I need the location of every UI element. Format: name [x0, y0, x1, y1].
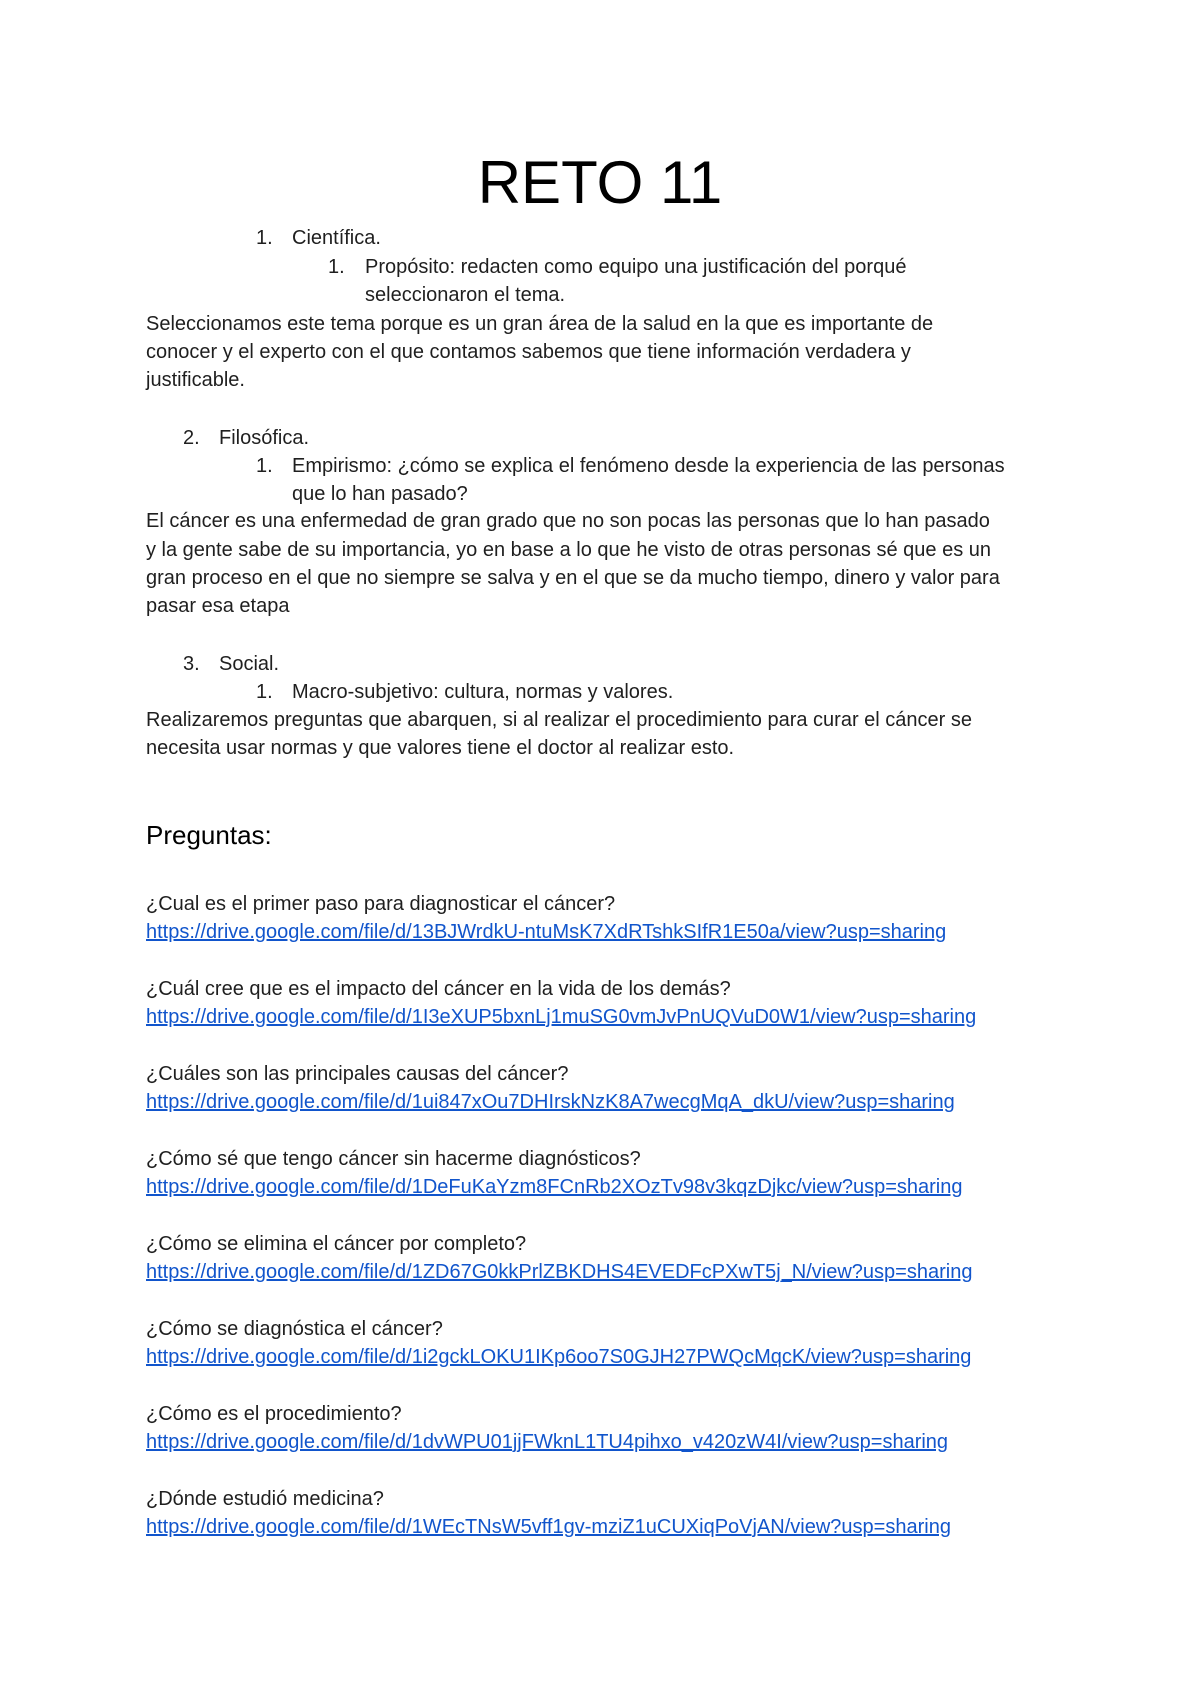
body-paragraph-line: y la gente sabe de su importancia, yo en base a lo que he visto de otras personas sé que es un	[146, 539, 991, 561]
body-paragraph-line: Seleccionamos este tema porque es un gran área de la salud en la que es importante de	[146, 313, 934, 335]
subsection-number: 1.	[256, 681, 273, 703]
question-text: ¿Cómo es el procedimiento?	[146, 1403, 402, 1425]
question-link[interactable]: https://drive.google.com/file/d/1i2gckLOKU1IKp6oo7S0GJH27PWQcMqcK/view?usp=sharing	[146, 1346, 972, 1368]
question-text: ¿Cuáles son las principales causas del cáncer?	[146, 1063, 569, 1085]
page-title: RETO 11	[477, 149, 723, 216]
body-paragraph-line: Realizaremos preguntas que abarquen, si al realizar el procedimiento para curar el cáncer se	[146, 709, 972, 731]
body-paragraph-line: necesita usar normas y que valores tiene el doctor al realizar esto.	[146, 737, 735, 759]
subsection-text: Propósito: redacten como equipo una justificación del porqué	[365, 256, 907, 278]
section-label-cientifica: Científica.	[292, 227, 381, 249]
questions-heading: Preguntas:	[146, 820, 272, 850]
section-number: 3.	[183, 653, 200, 675]
section-number: 1.	[256, 227, 273, 249]
question-link[interactable]: https://drive.google.com/file/d/13BJWrdkU-ntuMsK7XdRTshkSIfR1E50a/view?usp=sharing	[146, 921, 947, 943]
subsection-text: Empirismo: ¿cómo se explica el fenómeno desde la experiencia de las personas	[292, 455, 1005, 477]
question-text: ¿Cómo se diagnóstica el cáncer?	[146, 1318, 443, 1340]
question-link[interactable]: https://drive.google.com/file/d/1DeFuKaYzm8FCnRb2XOzTv98v3kqzDjkc/view?usp=sharing	[146, 1176, 963, 1198]
subsection-number: 1.	[328, 256, 345, 278]
question-link[interactable]: https://drive.google.com/file/d/1dvWPU01jjFWknL1TU4pihxo_v420zW4I/view?usp=sharing	[146, 1431, 949, 1453]
subsection-text: Macro-subjetivo: cultura, normas y valores.	[292, 681, 674, 703]
subsection-text: seleccionaron el tema.	[365, 284, 566, 306]
body-paragraph-line: pasar esa etapa	[146, 595, 290, 617]
subsection-number: 1.	[256, 455, 273, 477]
question-text: ¿Cómo se elimina el cáncer por completo?	[146, 1233, 527, 1255]
question-link[interactable]: https://drive.google.com/file/d/1WEcTNsW5vff1gv-mziZ1uCUXiqPoVjAN/view?usp=sharing	[146, 1516, 951, 1538]
section-label-filosofica: Filosófica.	[219, 427, 310, 449]
question-link[interactable]: https://drive.google.com/file/d/1ZD67G0kkPrlZBKDHS4EVEDFcPXwT5j_N/view?usp=sharing	[146, 1261, 973, 1283]
body-paragraph-line: conocer y el experto con el que contamos sabemos que tiene información verdadera y	[146, 341, 911, 363]
question-text: ¿Cómo sé que tengo cáncer sin hacerme diagnósticos?	[146, 1148, 641, 1170]
body-paragraph-line: gran proceso en el que no siempre se salva y en el que se da mucho tiempo, dinero y valor para	[146, 567, 1000, 589]
section-number: 2.	[183, 427, 200, 449]
question-link[interactable]: https://drive.google.com/file/d/1ui847xOu7DHIrskNzK8A7wecgMqA_dkU/view?usp=sharing	[146, 1091, 955, 1113]
question-text: ¿Cuál cree que es el impacto del cáncer en la vida de los demás?	[146, 978, 731, 1000]
subsection-text: que lo han pasado?	[292, 483, 468, 505]
question-link[interactable]: https://drive.google.com/file/d/1I3eXUP5bxnLj1muSG0vmJvPnUQVuD0W1/view?usp=sharing	[146, 1006, 977, 1028]
question-text: ¿Dónde estudió medicina?	[146, 1488, 384, 1510]
question-text: ¿Cual es el primer paso para diagnosticar el cáncer?	[146, 893, 616, 915]
section-label-social: Social.	[219, 653, 280, 675]
body-paragraph-line: justificable.	[146, 369, 245, 391]
body-paragraph-line: El cáncer es una enfermedad de gran grado que no son pocas las personas que lo han pasado	[146, 510, 990, 532]
